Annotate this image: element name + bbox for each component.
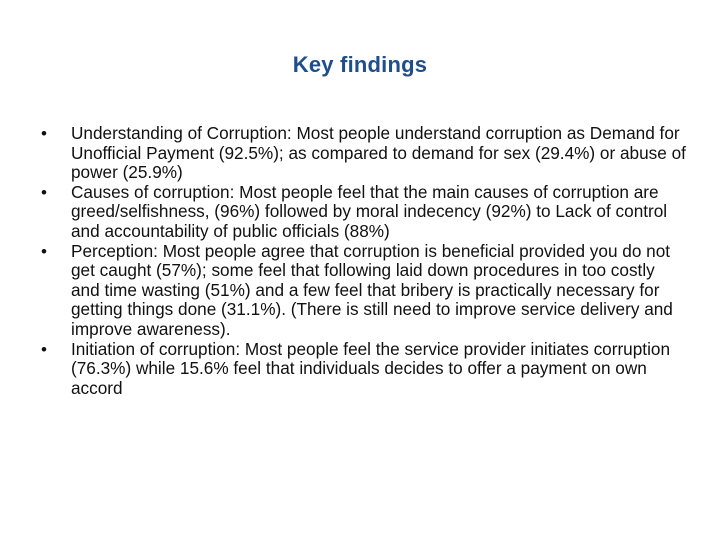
bullet-icon: •	[41, 182, 47, 202]
finding-text: Understanding of Corruption: Most people understand corruption as Demand for Unofficial Payment (92.5%); as compared to demand for sex (29.4%) or abuse of power (25.9%)	[71, 123, 686, 183]
bullet-icon: •	[41, 241, 47, 261]
bullet-icon: •	[41, 124, 47, 143]
bullet-icon: •	[41, 339, 47, 359]
finding-causes	[38, 183, 688, 242]
finding-text: Perception: Most people agree that corruption is beneficial provided you do not get caught (57%); some feel that following laid down procedures in too costly and time wasting (51%) and a few feel that bribery is practically necessary for getting things done (31.1%). (There is still need to improve service delivery and improve awareness).	[71, 240, 673, 339]
slide-title: Key findings	[292, 52, 428, 77]
finding-text: Causes of corruption: Most people feel that the main causes of corruption are greed/selfishness, (96%) followed by moral indecency (92%) to Lack of control and accountability of public officials (88%)	[71, 181, 668, 241]
finding-text: Initiation of corruption: Most people feel the service provider initiates corruption (76.3%) while 15.6% feel that individuals decides to offer a payment on own accord	[71, 338, 671, 398]
finding-perception	[38, 242, 688, 340]
finding-initiation	[38, 340, 688, 399]
finding-understanding	[38, 124, 688, 183]
findings-list	[38, 124, 688, 398]
